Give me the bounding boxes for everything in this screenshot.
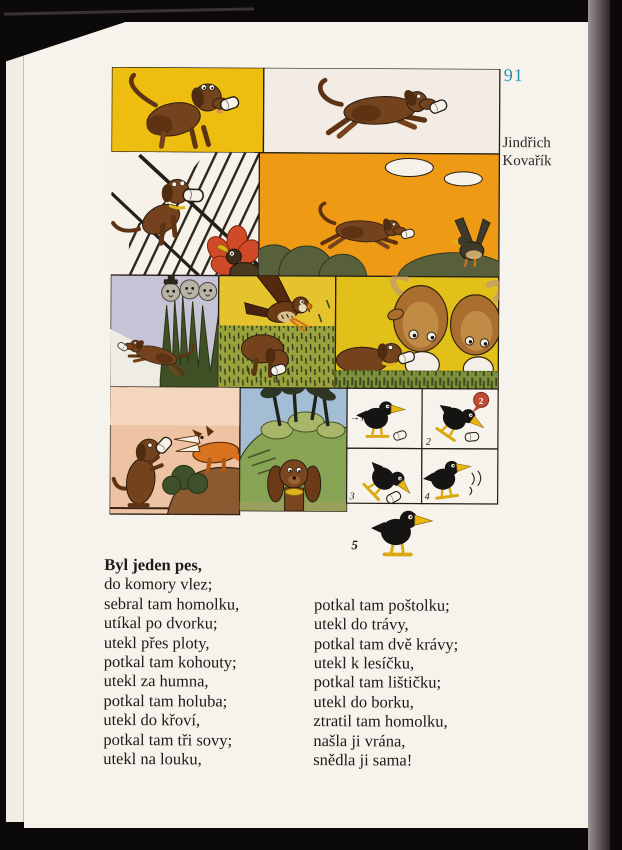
- poem-line: potkal tam holuba;: [103, 690, 228, 711]
- poem-line: utekl do trávy,: [313, 614, 409, 634]
- poem-left-column: [103, 555, 239, 769]
- comic-panel-dog-with-cheese: [111, 67, 263, 153]
- comic-panel-sad-dog: [240, 380, 348, 511]
- poem-line: utíkal po dvorku;: [103, 613, 218, 633]
- author-name: [502, 135, 551, 170]
- author-first-name: Jindřich: [502, 135, 551, 152]
- comic-panel-fox: [110, 387, 247, 515]
- poem-line: do komory vlez;: [104, 574, 213, 594]
- poem-line: utekl přes ploty,: [103, 632, 210, 653]
- poem-line: potkal tam kohouty;: [103, 651, 237, 672]
- poem-line: potkal tam poštolku;: [314, 594, 450, 615]
- step-number-label: 5: [351, 537, 358, 553]
- page-content: [22, 21, 590, 830]
- poem-line: utekl za humna,: [103, 671, 209, 691]
- step-number-label: 3: [349, 491, 355, 503]
- poem-line: utekl do křoví,: [103, 710, 201, 730]
- step-number-label: 4: [424, 491, 430, 503]
- poem-line: ztratil tam homolku,: [313, 711, 448, 731]
- comic-panel-crow-3: [347, 448, 422, 512]
- book-spine-edge: [588, 0, 610, 850]
- balloon-number: 2: [478, 395, 484, 406]
- comic-strip: [109, 67, 502, 561]
- page-number: 91: [503, 65, 524, 86]
- poem-line: našla ji vrána,: [313, 730, 406, 751]
- comic-panel-fence-rooster: [111, 152, 266, 281]
- step-number-label: 2: [425, 436, 431, 448]
- poem-title: Byl jeden pes,: [104, 554, 202, 575]
- poem-line: potkal tam lištičku;: [313, 672, 442, 693]
- comic-panel-crow-2: [422, 389, 498, 450]
- poem-line: utekl na louku,: [103, 749, 202, 769]
- step-number-label: →1: [350, 412, 366, 424]
- poem-line: potkal tam dvě krávy;: [313, 633, 459, 654]
- comic-panel-two-cows: [335, 276, 501, 391]
- poem-line: sebral tam homolku,: [104, 593, 240, 614]
- comic-panel-dog-running: [263, 68, 499, 154]
- author-last-name: Kovařík: [502, 152, 552, 169]
- poem-line: potkal tam tři sovy;: [103, 729, 233, 750]
- poem-line: utekl do borku,: [313, 691, 414, 712]
- poem-line: snědla ji sama!: [313, 750, 413, 770]
- comic-panel-three-owls: [110, 273, 219, 388]
- comic-panel-crow-1: [347, 388, 422, 448]
- poem-line: utekl k lesíčku,: [313, 653, 415, 673]
- comic-crow-final: [351, 510, 432, 554]
- poem-right-column: [313, 595, 458, 770]
- comic-strip-art: [109, 67, 502, 561]
- book-page: [24, 22, 588, 828]
- comic-panel-crow-4: [421, 449, 498, 504]
- comic-panel-kestrel: [218, 270, 336, 389]
